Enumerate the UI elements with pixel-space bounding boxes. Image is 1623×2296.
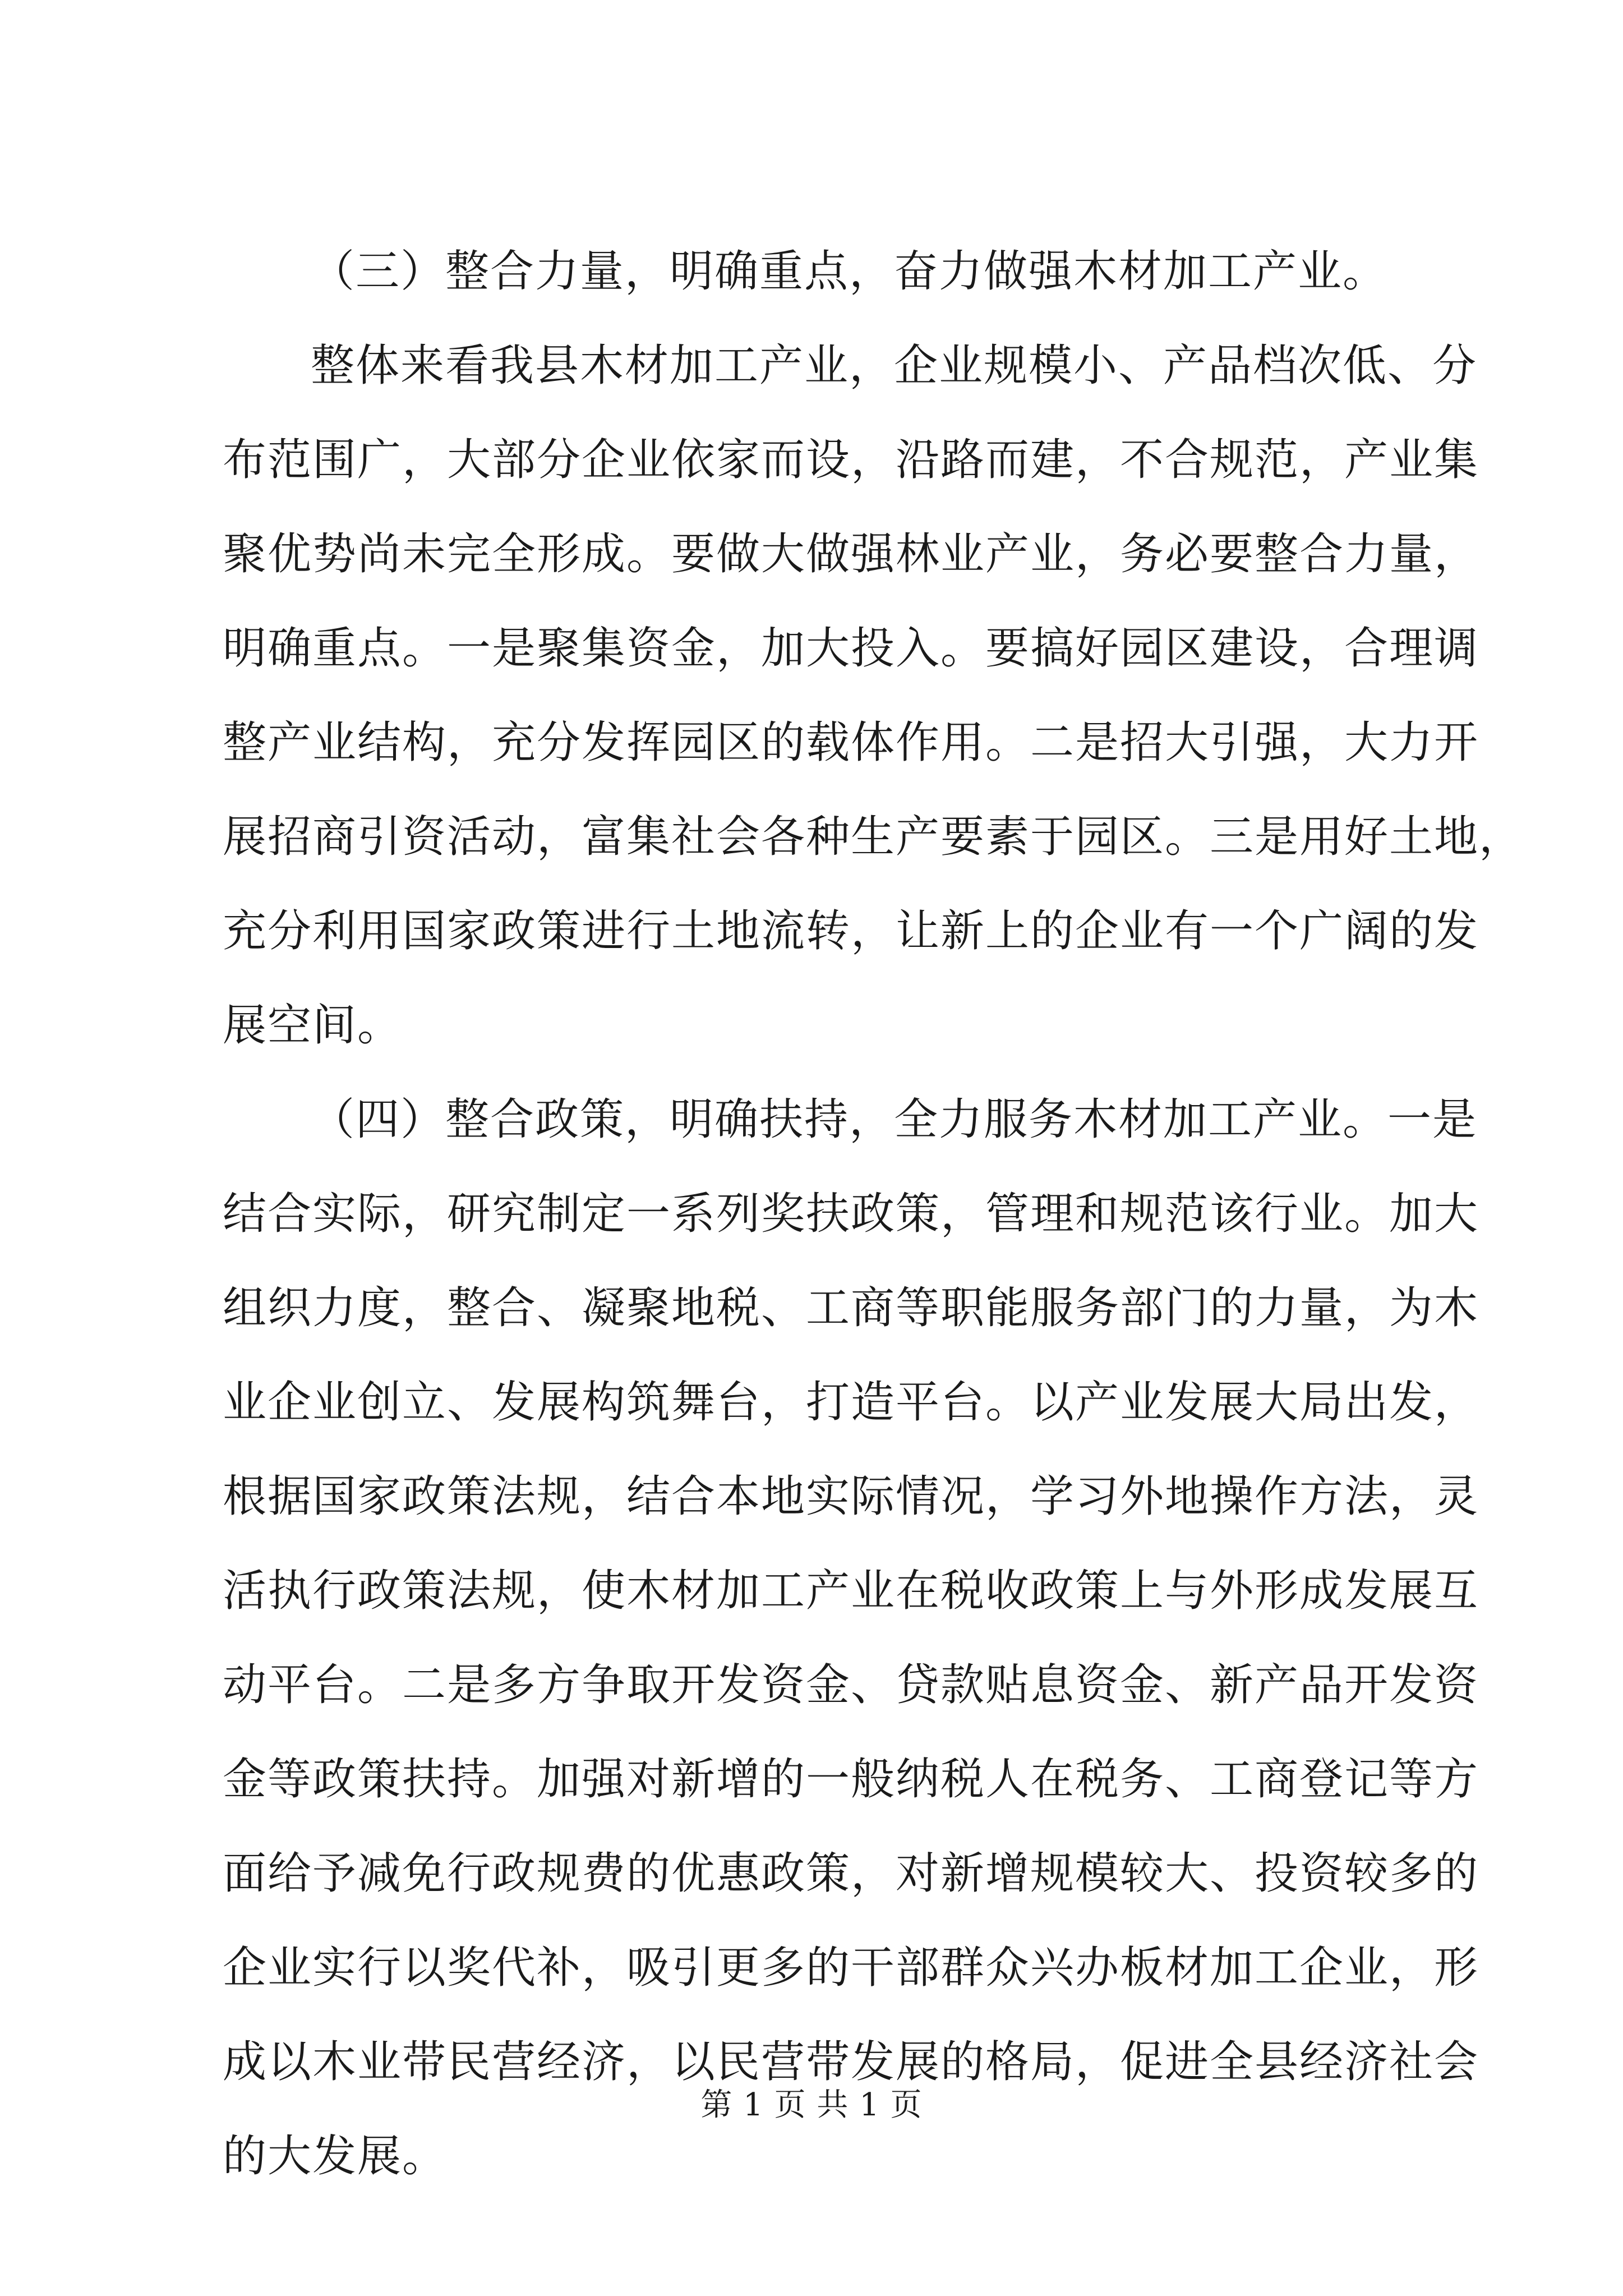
paragraph-line: 明确重点。一是聚集资金，加大投入。要搞好园区建设，合理调 [223, 623, 1479, 674]
paragraph-line: 活执行政策法规，使木材加工产业在税收政策上与外形成发展互 [223, 1566, 1479, 1616]
paragraph-line: 展招商引资活动，富集社会各种生产要素于园区。三是用好土地， [223, 812, 1524, 862]
section-heading-3: （三）整合力量，明确重点，奋力做强木材加工产业。 [311, 246, 1388, 297]
paragraph-line: 动平台。二是多方争取开发资金、贷款贴息资金、新产品开发资 [223, 1660, 1479, 1710]
paragraph-line: 业企业创立、发展构筑舞台，打造平台。以产业发展大局出发， [223, 1377, 1479, 1428]
paragraph-line: 企业实行以奖代补，吸引更多的干部群众兴办板材加工企业，形 [223, 1943, 1479, 1993]
paragraph-line: 结合实际，研究制定一系列奖扶政策，管理和规范该行业。加大 [223, 1189, 1479, 1239]
paragraph-line: 组织力度，整合、凝聚地税、工商等职能服务部门的力量，为木 [223, 1283, 1479, 1333]
paragraph-line: 整产业结构，充分发挥园区的载体作用。二是招大引强，大力开 [223, 717, 1479, 768]
paragraph-line: 面给予减免行政规费的优惠政策，对新增规模较大、投资较多的 [223, 1848, 1479, 1899]
paragraph-line: 金等政策扶持。加强对新增的一般纳税人在税务、工商登记等方 [223, 1754, 1479, 1805]
paragraph-line: 充分利用国家政策进行土地流转，让新上的企业有一个广阔的发 [223, 906, 1479, 956]
paragraph-line: 整体来看我县木材加工产业，企业规模小、产品档次低、分 [311, 341, 1478, 391]
section-heading-4: （四）整合政策，明确扶持，全力服务木材加工产业。一是 [311, 1094, 1478, 1145]
page-number-label: 第 1 页 共 1 页 [700, 2087, 923, 2123]
page-footer [0, 2086, 1623, 2125]
paragraph-line: 根据国家政策法规，结合本地实际情况，学习外地操作方法，灵 [223, 1471, 1479, 1522]
paragraph-line: 布范围广，大部分企业依家而设，沿路而建，不合规范，产业集 [223, 435, 1479, 485]
paragraph-line: 聚优势尚未完全形成。要做大做强林业产业，务必要整合力量， [223, 529, 1479, 579]
paragraph-line: 展空间。 [223, 1000, 403, 1051]
paragraph-line: 成以木业带民营经济，以民营带发展的格局，促进全县经济社会 [223, 2037, 1479, 2087]
paragraph-line: 的大发展。 [223, 2131, 448, 2182]
document-body [223, 224, 1524, 2203]
